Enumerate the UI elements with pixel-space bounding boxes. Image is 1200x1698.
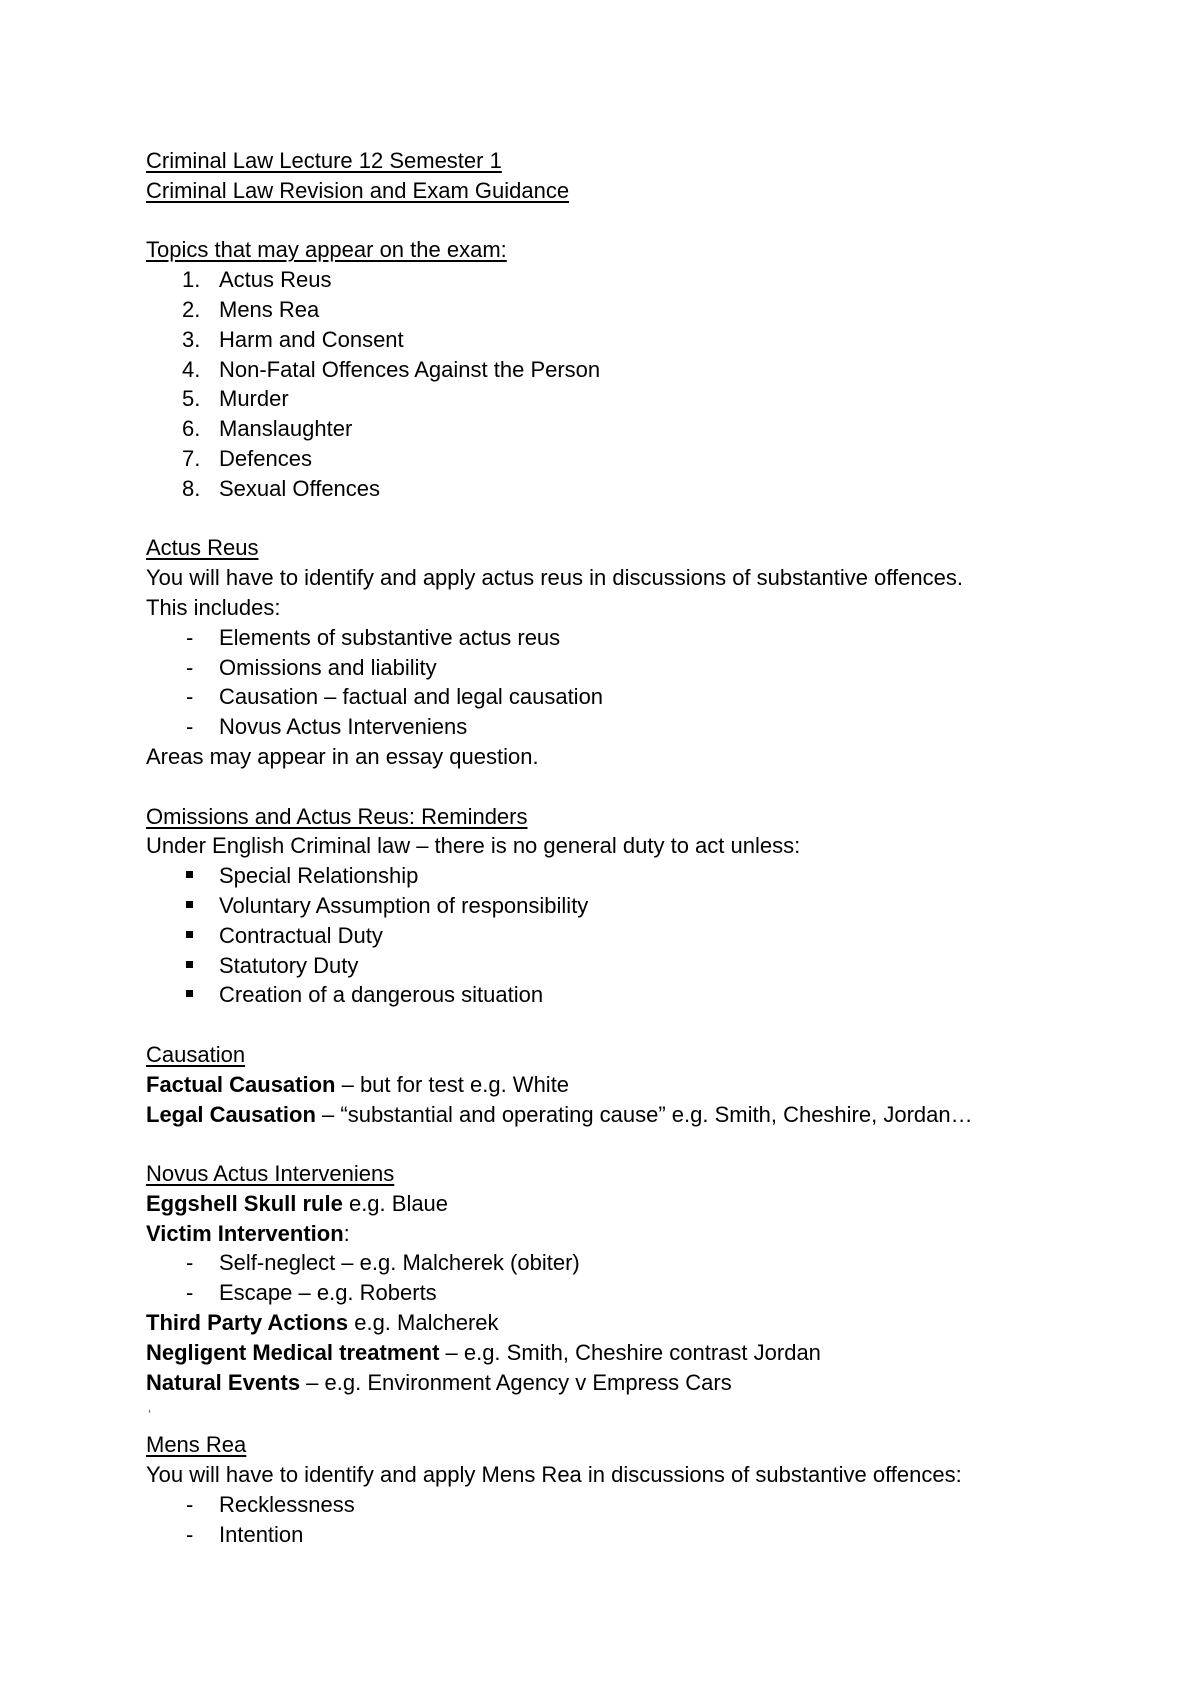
list-item xyxy=(146,682,1146,712)
mens-rea-list xyxy=(146,1490,1146,1550)
square-bullet-icon xyxy=(186,901,193,908)
medical-label: Negligent Medical treatment xyxy=(146,1339,440,1365)
list-number: 4. xyxy=(182,356,201,382)
list-item xyxy=(146,474,1146,504)
dash-marker: - xyxy=(186,1280,194,1306)
list-item-text: Sexual Offences xyxy=(219,475,381,501)
list-item-text: Recklessness xyxy=(219,1491,355,1517)
list-item xyxy=(146,1490,1146,1520)
victim-label: Victim Intervention xyxy=(146,1220,344,1246)
list-item-text: Non-Fatal Offences Against the Person xyxy=(219,356,601,382)
dash-marker: - xyxy=(186,1491,194,1517)
list-item xyxy=(146,980,1146,1010)
actus-reus-heading: Actus Reus xyxy=(146,535,259,561)
omissions-intro: Under English Criminal law – there is no general duty to act unless: xyxy=(146,833,801,859)
dash-marker: - xyxy=(186,624,194,650)
actus-reus-includes: This includes: xyxy=(146,594,281,620)
natural-events-label: Natural Events xyxy=(146,1369,301,1395)
spacer xyxy=(146,206,1146,236)
legal-causation-text: – “substantial and operating cause” e.g. Smith, Cheshire, Jordan… xyxy=(315,1101,973,1127)
list-item-text: Voluntary Assumption of responsibility xyxy=(219,892,589,918)
list-item-text: Novus Actus Interveniens xyxy=(219,714,468,740)
list-number: 1. xyxy=(182,267,201,293)
spacer xyxy=(146,1010,1146,1040)
list-item xyxy=(146,355,1146,385)
list-item xyxy=(146,623,1146,653)
list-item xyxy=(146,712,1146,742)
dash-marker: - xyxy=(186,1250,194,1276)
eggshell-text: e.g. Blaue xyxy=(342,1190,449,1216)
medical-line xyxy=(146,1338,1146,1368)
legal-causation-label: Legal Causation xyxy=(146,1101,316,1127)
list-item-text: Intention xyxy=(219,1521,304,1547)
omissions-list xyxy=(146,861,1146,1010)
dash-marker: - xyxy=(186,1521,194,1547)
list-item xyxy=(146,325,1146,355)
factual-causation-text: – but for test e.g. White xyxy=(335,1071,570,1097)
document-subtitle: Criminal Law Revision and Exam Guidance xyxy=(146,177,570,203)
natural-events-line xyxy=(146,1368,1146,1398)
victim-text: : xyxy=(343,1220,350,1246)
list-item xyxy=(146,1520,1146,1550)
square-bullet-icon xyxy=(186,931,193,938)
list-item-text: Special Relationship xyxy=(219,863,419,889)
list-number: 6. xyxy=(182,416,201,442)
dash-marker: - xyxy=(186,654,194,680)
spacer xyxy=(146,1129,1146,1159)
list-item-text: Elements of substantive actus reus xyxy=(219,624,561,650)
list-item xyxy=(146,653,1146,683)
spacer xyxy=(146,504,1146,534)
list-item-text: Causation – factual and legal causation xyxy=(219,684,604,710)
list-number: 8. xyxy=(182,475,201,501)
omissions-heading: Omissions and Actus Reus: Reminders xyxy=(146,803,528,829)
list-item xyxy=(146,444,1146,474)
factual-causation-line xyxy=(146,1070,1146,1100)
square-bullet-icon xyxy=(186,961,193,968)
topics-list xyxy=(146,265,1146,503)
victim-list xyxy=(146,1248,1146,1308)
causation-heading: Causation xyxy=(146,1041,246,1067)
novus-heading: Novus Actus Interveniens xyxy=(146,1161,395,1187)
natural-events-text: – e.g. Environment Agency v Empress Cars xyxy=(300,1369,732,1395)
list-number: 3. xyxy=(182,326,201,352)
list-item-text: Self-neglect – e.g. Malcherek (obiter) xyxy=(219,1250,580,1276)
list-item xyxy=(146,921,1146,951)
factual-causation-label: Factual Causation xyxy=(146,1071,336,1097)
list-number: 5. xyxy=(182,386,201,412)
list-item xyxy=(146,295,1146,325)
list-item xyxy=(146,861,1146,891)
list-item-text: Mens Rea xyxy=(219,296,320,322)
list-item xyxy=(146,951,1146,981)
eggshell-label: Eggshell Skull rule xyxy=(146,1190,343,1216)
victim-line xyxy=(146,1219,1146,1249)
list-number: 2. xyxy=(182,296,201,322)
square-bullet-icon xyxy=(186,871,193,878)
legal-causation-line xyxy=(146,1100,1146,1130)
list-item xyxy=(146,384,1146,414)
mens-rea-heading: Mens Rea xyxy=(146,1432,247,1458)
dash-marker: - xyxy=(186,684,194,710)
square-bullet-icon xyxy=(186,990,193,997)
list-item xyxy=(146,891,1146,921)
medical-text: – e.g. Smith, Cheshire contrast Jordan xyxy=(439,1339,821,1365)
stray-mark: ‘ xyxy=(148,1406,152,1423)
list-item-text: Statutory Duty xyxy=(219,952,359,978)
actus-reus-intro: You will have to identify and apply actus reus in discussions of substantive offences. xyxy=(146,565,963,591)
list-item xyxy=(146,265,1146,295)
actus-reus-list xyxy=(146,623,1146,742)
list-item-text: Defences xyxy=(219,445,312,471)
list-item-text: Contractual Duty xyxy=(219,922,383,948)
list-item-text: Omissions and liability xyxy=(219,654,437,680)
list-item-text: Creation of a dangerous situation xyxy=(219,982,544,1008)
actus-reus-outro: Areas may appear in an essay question. xyxy=(146,743,539,769)
topics-heading: Topics that may appear on the exam: xyxy=(146,237,507,263)
document-title: Criminal Law Lecture 12 Semester 1 xyxy=(146,148,502,173)
list-item-text: Escape – e.g. Roberts xyxy=(219,1280,437,1306)
list-item xyxy=(146,1248,1146,1278)
list-item xyxy=(146,1278,1146,1308)
list-item-text: Manslaughter xyxy=(219,416,353,442)
list-item-text: Actus Reus xyxy=(219,267,332,293)
stray-mark-line xyxy=(146,1397,1146,1430)
list-item-text: Harm and Consent xyxy=(219,326,404,352)
dash-marker: - xyxy=(186,714,194,740)
mens-rea-intro: You will have to identify and apply Mens Rea in discussions of substantive offences: xyxy=(146,1462,962,1488)
list-item xyxy=(146,414,1146,444)
document-page xyxy=(146,146,1146,1549)
third-party-text: e.g. Malcherek xyxy=(348,1310,499,1336)
list-number: 7. xyxy=(182,445,201,471)
third-party-label: Third Party Actions xyxy=(146,1310,349,1336)
eggshell-line xyxy=(146,1189,1146,1219)
spacer xyxy=(146,772,1146,802)
list-item-text: Murder xyxy=(219,386,289,412)
third-party-line xyxy=(146,1308,1146,1338)
